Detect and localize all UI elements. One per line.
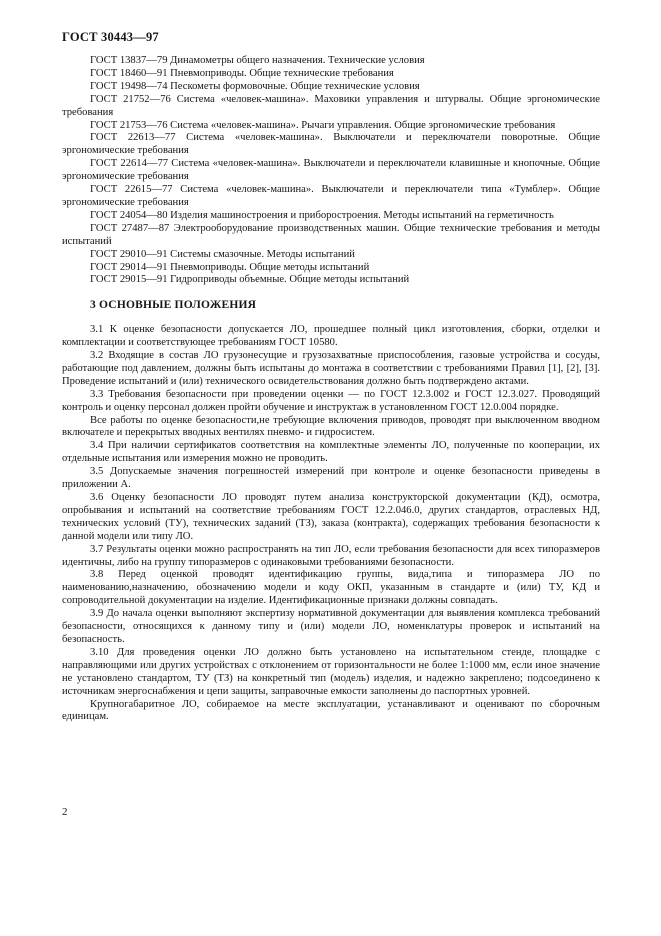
paragraph: 3.3 Требования безопасности при проведении оценки — по ГОСТ 12.3.002 и ГОСТ 12.3.027. Проводящий контроль и оценку персонал должен пройти обучение и инструктаж в установленном ГОСТ 12.0.004 порядке. xyxy=(62,388,600,413)
paragraph: Крупногабаритное ЛО, собираемое на месте эксплуатации, устанавливают и оценивают по сборочным единицам. xyxy=(62,698,600,723)
paragraph: 3.10 Для проведения оценки ЛО должно быть установлено на испытательном стенде, площадке с направляющими или других устройствах с отклонением от горизонтальности не более 1:1000 мм, если иное значение не установлено стандартом, ТУ (ТЗ) на конкретный тип (модель) изделия, и надежно закреплено; подсоединено к источникам энергоснабжения и цепи защиты, заправочные емкости заполнены до паспортных уровней. xyxy=(62,646,600,697)
section-heading: 3 ОСНОВНЫЕ ПОЛОЖЕНИЯ xyxy=(90,299,257,312)
document-body xyxy=(62,55,600,724)
reference-item: ГОСТ 29010—91 Системы смазочные. Методы испытаний xyxy=(90,248,355,260)
reference-item: ГОСТ 27487—87 Электрооборудование производственных машин. Общие технические требования и методы испытаний xyxy=(62,222,600,247)
paragraph: 3.5 Допускаемые значения погрешностей измерений при контроле и оценке безопасности приведены в приложении А. xyxy=(62,466,600,491)
reference-item: ГОСТ 21753—76 Система «человек-машина». Рычаги управления. Общие эргономические требования xyxy=(90,119,556,131)
document-header: ГОСТ 30443—97 xyxy=(62,30,159,44)
paragraph: 3.7 Результаты оценки можно распространять на тип ЛО, если требования безопасности для всех типоразмеров идентичны, либо на группу типоразмеров с одинаковыми требованиями безопасности. xyxy=(62,543,600,568)
reference-item: ГОСТ 22614—77 Система «человек-машина». Выключатели и переключатели клавишные и кнопочные. Общие эргономические требования xyxy=(62,158,600,183)
reference-item: ГОСТ 22613—77 Система «человек-машина». Выключатели и переключатели поворотные. Общие эргономические требования xyxy=(62,132,600,157)
page-number: 2 xyxy=(62,806,68,818)
section-paragraphs xyxy=(62,324,600,724)
paragraph: 3.2 Входящие в состав ЛО грузонесущие и грузозахватные приспособления, газовые устройства и сосуды, работающие под давлением, должны быть испытаны до монтажа в соответствии с требованиями Правил [1], [2], [3]. Проведение испытаний и (или) технического освидетельствования должно быть подтверждено актами. xyxy=(62,350,600,387)
paragraph: Все работы по оценке безопасности,не требующие включения приводов, проводят при выключенном вводном включателе и перекрытых вводных вентилях пневмо- и гидросистем. xyxy=(62,414,600,439)
paragraph: 3.4 При наличии сертификатов соответствия на комплектные элементы ЛО, полученные по кооперации, их отдельные испытания или измерения можно не проводить. xyxy=(62,440,600,465)
paragraph: 3.9 До начала оценки выполняют экспертизу нормативной документации для выявления комплекса требований безопасности, относящихся к данному типу и (или) модели ЛО, номенклатуры проверок и испытаний на безопасность. xyxy=(62,608,600,645)
reference-item: ГОСТ 21752—76 Система «человек-машина». Маховики управления и штурвалы. Общие эргономические требования xyxy=(62,93,600,118)
paragraph: 3.8 Перед оценкой проводят идентификацию группы, вида,типа и типоразмера ЛО по наименованию,назначению, обозначению модели и коду ОКП, указанным в стандарте и (или) ТУ, КД и сопроводительной документации на изделие. Идентификационные признаки должны совпадать. xyxy=(62,569,600,607)
paragraph: 3.6 Оценку безопасности ЛО проводят путем анализа конструкторской документации (КД), осмотра, опробывания и испытаний на соответствие требованиям ГОСТ 12.2.046.0, других стандартов, отраслевых НД, технических условий (ТУ), технических заданий (ТЗ), заказа (контракта), содержащих требования безопасности к данной модели или типу ЛО. xyxy=(62,492,600,542)
paragraph: 3.1 К оценке безопасности допускается ЛО, прошедшее полный цикл изготовления, сборки, отделки и комплектации и соответствующее требованиям ГОСТ 10580. xyxy=(62,324,600,349)
reference-item: ГОСТ 24054—80 Изделия машиностроения и приборостроения. Методы испытаний на герметичность xyxy=(90,209,554,221)
reference-item: ГОСТ 29015—91 Гидроприводы объемные. Общие методы испытаний xyxy=(90,274,410,286)
reference-item: ГОСТ 19498—74 Пескометы формовочные. Общие технические условия xyxy=(90,80,420,92)
reference-item: ГОСТ 18460—91 Пневмоприводы. Общие технические требования xyxy=(90,67,394,79)
reference-item: ГОСТ 13837—79 Динамометры общего назначения. Технические условия xyxy=(90,55,425,66)
reference-list xyxy=(62,55,600,287)
reference-item: ГОСТ 22615—77 Система «человек-машина». Выключатели и переключатели типа «Тумблер». Общие эргономические требования xyxy=(62,184,600,208)
reference-item: ГОСТ 29014—91 Пневмоприводы. Общие методы испытаний xyxy=(90,261,370,273)
